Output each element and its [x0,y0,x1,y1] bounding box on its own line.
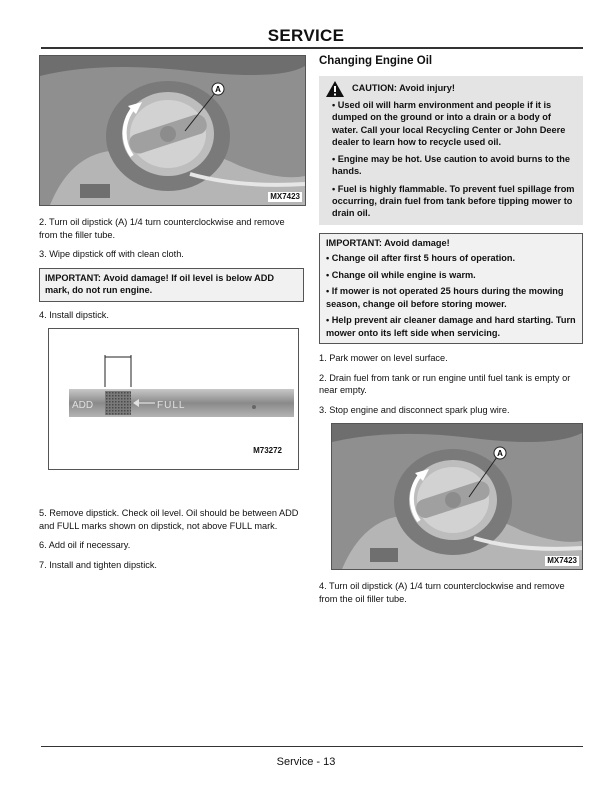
step-2-text: 2. Drain fuel from tank or run engine until fuel tank is empty or near empty. [319,372,571,396]
header-rule [41,47,583,49]
step-5-text: 5. Remove dipstick. Check oil level. Oil should be between ADD and FULL marks shown on dipstick, not above FULL mark. [39,508,299,531]
left-column [39,55,304,578]
caution-box [319,76,583,225]
page-footer: Service - 13 [276,756,336,768]
important-title: IMPORTANT: Avoid damage! [326,237,450,248]
dipstick-figure [48,328,299,470]
step-2-text: 2. Turn oil dipstick (A) 1/4 turn counterclockwise and remove from the filler tube. [39,217,285,240]
important-item: • Help prevent air cleaner damage and hard starting. Turn mower onto its left side when servicing. [326,315,576,338]
figure-id: M73272 [253,446,282,455]
engine-photo-bottom [331,423,583,570]
warning-icon [325,80,345,98]
engine-dipstick-photo [332,424,582,569]
photo-id: MX7423 [547,556,577,566]
engine-dipstick-photo [40,56,305,205]
engine-photo-top [39,55,306,206]
caution-item: • Engine may be hot. Use caution to avoid burns to the hands. [332,154,571,177]
full-mark-label: FULL [157,400,186,411]
page-title: SERVICE [267,26,345,45]
important-item: • Change oil while engine is warm. [326,269,476,280]
step-1-text: 1. Park mower on level surface. [319,353,448,364]
step-3-text: 3. Wipe dipstick off with clean cloth. [39,249,184,259]
footer-rule [41,746,583,747]
caution-item: • Fuel is highly flammable. To prevent fuel spillage from occurring, drain fuel from tank before tipping mower to drain oil. [332,183,575,219]
step-3-text: 3. Stop engine and disconnect spark plug wire. [319,404,510,415]
photo-id: MX7423 [270,192,300,201]
step-4-text: 4. Install dipstick. [39,309,109,320]
section-heading: Changing Engine Oil [319,55,433,67]
important-box [319,233,583,345]
caution-title: CAUTION: Avoid injury! [352,83,455,93]
step-7-text: 7. Install and tighten dipstick. [39,559,157,570]
step-6-text: 6. Add oil if necessary. [39,540,131,550]
callout-a-label: A [497,449,503,459]
important-item: • Change oil after first 5 hours of operation. [326,253,516,264]
important-item: • If mower is not operated 25 hours during the mowing season, change oil before storing mower. [326,286,564,309]
important-notice: IMPORTANT: Avoid damage! If oil level is below ADD mark, do not run engine. [39,268,304,302]
add-mark-label: ADD [72,400,94,411]
caution-item: • Used oil will harm environment and people if it is dumped on the ground or into a drain or a body of water. Call your local Recycling Center or John Deere dealer to learn how to recycle used oil. [332,100,566,147]
step-4-text: 4. Turn oil dipstick (A) 1/4 turn counterclockwise and remove from the oil filler tube. [319,581,565,604]
right-column [319,55,583,612]
callout-a-label: A [215,85,221,94]
